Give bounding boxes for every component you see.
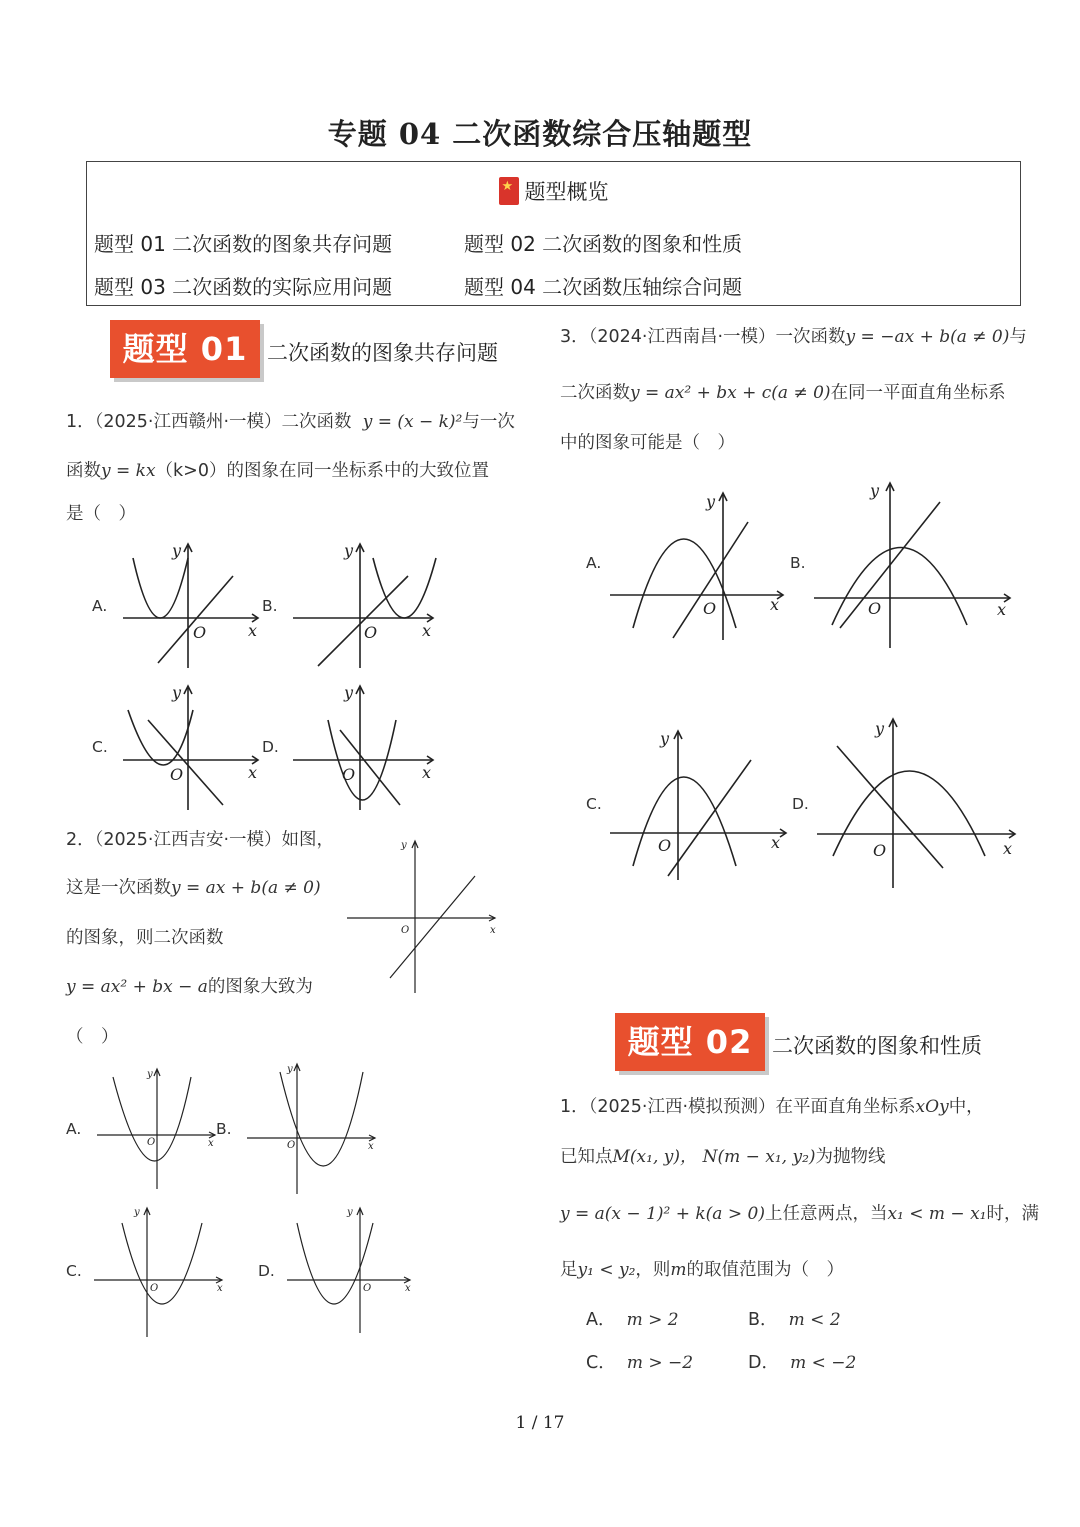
x-label: x: [1003, 839, 1013, 858]
question-line: y = ax² + bx − a的图象大致为: [66, 977, 313, 997]
overview-item: 题型 03 二次函数的实际应用问题: [94, 275, 393, 299]
origin-label: O: [868, 599, 882, 618]
y-label: y: [875, 719, 885, 738]
y-label: y: [172, 541, 182, 560]
x-label: x: [208, 1138, 214, 1149]
page-number: 1 / 17: [515, 1413, 565, 1433]
choice-label: B.: [216, 1120, 232, 1138]
graph-q3-a: [608, 490, 793, 640]
question-line: y = a(x − 1)² + k(a > 0)上任意两点，当x₁ < m − x₁时，满: [560, 1204, 1039, 1224]
choice-label: D.: [258, 1262, 275, 1280]
parabola: [113, 1077, 191, 1161]
y-label: y: [172, 683, 182, 702]
origin-label: O: [147, 1137, 156, 1148]
parabola: [133, 558, 188, 618]
origin-label: O: [401, 925, 410, 936]
question-line: 函数y = kx（k>0）的图象在同一坐标系中的大致位置: [66, 461, 489, 481]
y-label: y: [344, 541, 354, 560]
section-title: 二次函数的图象和性质: [772, 1034, 982, 1058]
overview-box: [86, 161, 1021, 306]
answer-option[interactable]: B． m < 2: [748, 1310, 841, 1330]
question-line: 中的图象可能是（ ）: [560, 433, 735, 453]
origin-label: O: [364, 623, 378, 642]
choice-label: D.: [792, 795, 809, 813]
graph-q2-reference: [345, 838, 505, 998]
graph-q2-d: [285, 1205, 415, 1335]
graph-q2-a: [95, 1065, 220, 1190]
y-label: y: [706, 492, 716, 511]
section-badge: 题型 02: [615, 1013, 765, 1071]
choice-label: D.: [262, 738, 279, 756]
x-label: x: [771, 833, 781, 852]
x-label: x: [248, 763, 258, 782]
graph-q1-b: [288, 538, 438, 673]
y-label: y: [344, 683, 354, 702]
parabola: [373, 558, 436, 618]
graph-q2-c: [92, 1205, 227, 1340]
graph-q1-d: [288, 680, 438, 815]
section-badge: 题型 01: [110, 320, 260, 378]
x-label: x: [490, 925, 496, 936]
question-line: 2．（2025·江西吉安·一模）如图，: [66, 830, 335, 850]
choice-label: A.: [586, 554, 602, 572]
parabola: [280, 1072, 363, 1166]
question-line: 1．（2025·江西赣州·一模）二次函数 y = (x − k)²与一次: [66, 412, 515, 432]
section-title: 二次函数的图象共存问题: [267, 341, 498, 365]
y-label: y: [287, 1064, 293, 1075]
choice-label: B.: [790, 554, 806, 572]
question-line: 是（ ）: [66, 504, 136, 524]
x-label: x: [770, 595, 780, 614]
answer-option[interactable]: D． m < −2: [748, 1353, 857, 1373]
parabola: [297, 1223, 373, 1304]
parabola: [633, 539, 736, 628]
graph-q1-c: [118, 680, 268, 815]
overview-item: 题型 01 二次函数的图象共存问题: [94, 232, 393, 256]
question-line: 这是一次函数y = ax + b(a ≠ 0): [66, 878, 321, 898]
x-label: x: [422, 621, 432, 640]
choice-label: A.: [92, 597, 108, 615]
origin-label: O: [873, 841, 887, 860]
book-icon: [499, 177, 519, 205]
x-label: x: [422, 763, 432, 782]
line: [837, 746, 943, 868]
x-label: x: [368, 1141, 374, 1152]
parabola: [122, 1223, 202, 1304]
question-line: 已知点M(x₁, y)， N(m − x₁, y₂)为抛物线: [560, 1147, 886, 1167]
y-label: y: [134, 1207, 140, 1218]
question-line: （ ）: [66, 1027, 119, 1047]
origin-label: O: [193, 623, 207, 642]
y-label: y: [660, 729, 670, 748]
origin-label: O: [703, 599, 717, 618]
y-label: y: [870, 481, 880, 500]
overview-heading: [87, 176, 1020, 206]
graph-q3-c: [608, 728, 793, 883]
origin-label: O: [170, 765, 184, 784]
choice-label: C.: [586, 795, 602, 813]
line: [148, 720, 223, 805]
choice-label: B.: [262, 597, 278, 615]
origin-label: O: [287, 1140, 296, 1151]
question-line: 1．（2025·江西·模拟预测）在平面直角坐标系xOy中，: [560, 1097, 984, 1117]
line: [158, 576, 233, 663]
x-label: x: [248, 621, 258, 640]
choice-label: C.: [92, 738, 108, 756]
x-label: x: [217, 1283, 223, 1294]
choice-label: C.: [66, 1262, 82, 1280]
page-title: 专题 04 二次函数综合压轴题型: [327, 117, 753, 151]
graph-q3-d: [815, 716, 1020, 891]
origin-label: O: [363, 1283, 372, 1294]
question-line: 3．（2024·江西南昌·一模）一次函数y = −ax + b(a ≠ 0)与: [560, 327, 1027, 347]
graph-q3-b: [812, 480, 1017, 650]
overview-item: 题型 02 二次函数的图象和性质: [464, 232, 743, 256]
origin-label: O: [658, 836, 672, 855]
overview-heading-text: 题型概览: [524, 180, 609, 204]
y-label: y: [347, 1207, 353, 1218]
question-line: 足y₁ < y₂，则m的取值范围为（ ）: [560, 1260, 845, 1280]
answer-option[interactable]: C． m > −2: [586, 1353, 694, 1373]
parabola: [128, 710, 193, 765]
question-line: 的图象，则二次函数: [66, 928, 224, 948]
graph-q1-a: [118, 538, 268, 673]
overview-item: 题型 04 二次函数压轴综合问题: [464, 275, 743, 299]
graph-q2-b: [245, 1060, 380, 1195]
question-line: 二次函数y = ax² + bx + c(a ≠ 0)在同一平面直角坐标系: [560, 383, 1006, 403]
y-label: y: [147, 1069, 153, 1080]
y-label: y: [401, 840, 407, 851]
parabola: [833, 771, 985, 856]
x-label: x: [997, 600, 1007, 619]
x-label: x: [405, 1283, 411, 1294]
origin-label: O: [150, 1283, 159, 1294]
line: [318, 576, 408, 666]
choice-label: A.: [66, 1120, 82, 1138]
origin-label: O: [342, 765, 356, 784]
answer-option[interactable]: A． m > 2: [586, 1310, 679, 1330]
